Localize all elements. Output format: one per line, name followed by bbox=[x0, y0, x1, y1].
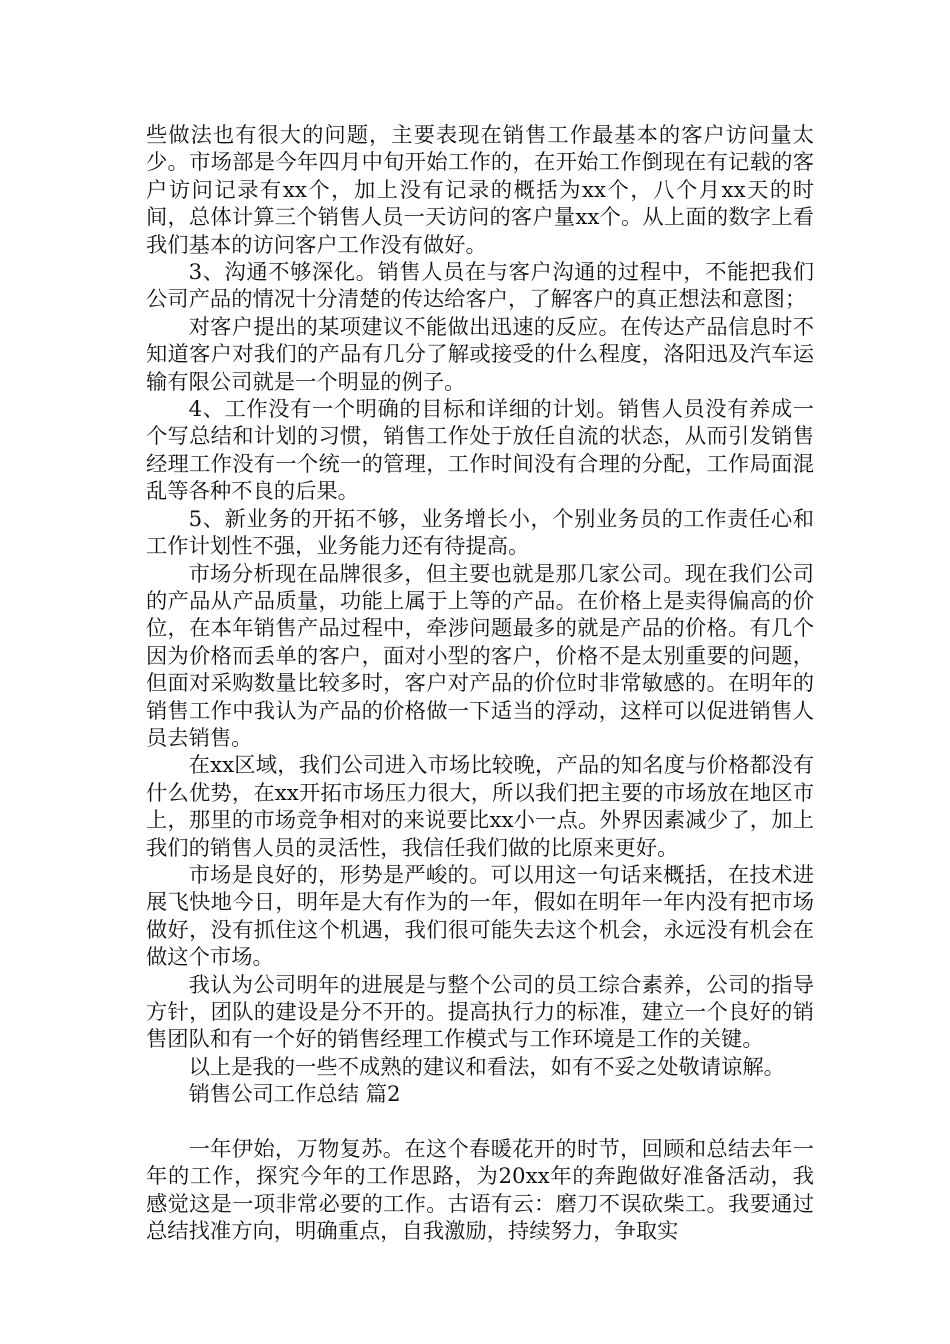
paragraph-2: 3、沟通不够深化。销售人员在与客户沟通的过程中，不能把我们公司产品的情况十分清楚的传达给客户，了解客户的真正想法和意图； bbox=[146, 260, 814, 313]
paragraph-7: 在xx区域，我们公司进入市场比较晚，产品的知名度与价格都没有什么优势，在xx开拓市场压力很大，所以我们把主要的市场放在地区市上，那里的市场竞争相对的来说要比xx小一点。外界因素减少了，加上我们的销售人员的灵活性，我信任我们做的比原来更好。 bbox=[146, 753, 814, 861]
paragraph-10: 以上是我的一些不成熟的建议和看法，如有不妥之处敬请谅解。 bbox=[188, 1054, 785, 1080]
blank-line bbox=[146, 1109, 814, 1136]
paragraph-6: 市场分析现在品牌很多，但主要也就是那几家公司。现在我们公司的产品从产品质量，功能上属于上等的产品。在价格上是卖得偏高的价位，在本年销售产品过程中，牵涉问题最多的就是产品的价格。有几个因为价格而丢单的客户，面对小型的客户，价格不是太别重要的问题，但面对采购数量比较多时，客户对产品的价位时非常敏感的。在明年的销售工作中我认为产品的价格做一下适当的浮动，这样可以促进销售人员去销售。 bbox=[146, 561, 814, 751]
paragraph-3: 对客户提出的某项建议不能做出迅速的反应。在传达产品信息时不知道客户对我们的产品有几分了解或接受的什么程度，洛阳迅及汽车运输有限公司就是一个明显的例子。 bbox=[146, 314, 814, 395]
closing-paragraph: 一年伊始，万物复苏。在这个春暖花开的时节，回顾和总结去年一年的工作，探究今年的工作思路，为20xx年的奔跑做好准备活动，我感觉这是一项非常必要的工作。古语有云：磨刀不误砍柴工。我要通过总结找准方向，明确重点，自我激励，持续努力，争取实 bbox=[146, 1137, 814, 1245]
paragraph-9: 我认为公司明年的进展是与整个公司的员工综合素养，公司的指导方针，团队的建设是分不开的。提高执行力的标准，建立一个良好的销售团队和有一个好的销售经理工作模式与工作环境是工作的关键。 bbox=[146, 972, 814, 1053]
paragraph-5: 5、新业务的开拓不够，业务增长小，个别业务员的工作责任心和工作计划性不强，业务能力还有待提高。 bbox=[146, 506, 814, 560]
paragraph-1: 些做法也有很大的问题，主要表现在销售工作最基本的客户访问量太少。市场部是今年四月中旬开始工作的，在开始工作倒现在有记载的客户访问记录有xx个，加上没有记录的概括为xx个，八个月xx天的时间，总体计算三个销售人员一天访问的客户量xx个。从上面的数字上看我们基本的访问客户工作没有做好。 bbox=[146, 123, 814, 258]
paragraph-8: 市场是良好的，形势是严峻的。可以用这一句话来概括，在技术进展飞快地今日，明年是大有作为的一年，假如在明年一年内没有把市场做好，没有抓住这个机遇，我们很可能失去这个机会，永远没有机会在做这个市场。 bbox=[146, 862, 814, 971]
paragraph-4: 4、工作没有一个明确的目标和详细的计划。销售人员没有养成一个写总结和计划的习惯，销售工作处于放任自流的状态，从而引发销售经理工作没有一个统一的管理，工作时间没有合理的分配，工作局面混乱等各种不良的后果。 bbox=[146, 397, 814, 505]
section-heading: 销售公司工作总结 篇2 bbox=[188, 1082, 401, 1108]
document-page bbox=[146, 122, 814, 1246]
